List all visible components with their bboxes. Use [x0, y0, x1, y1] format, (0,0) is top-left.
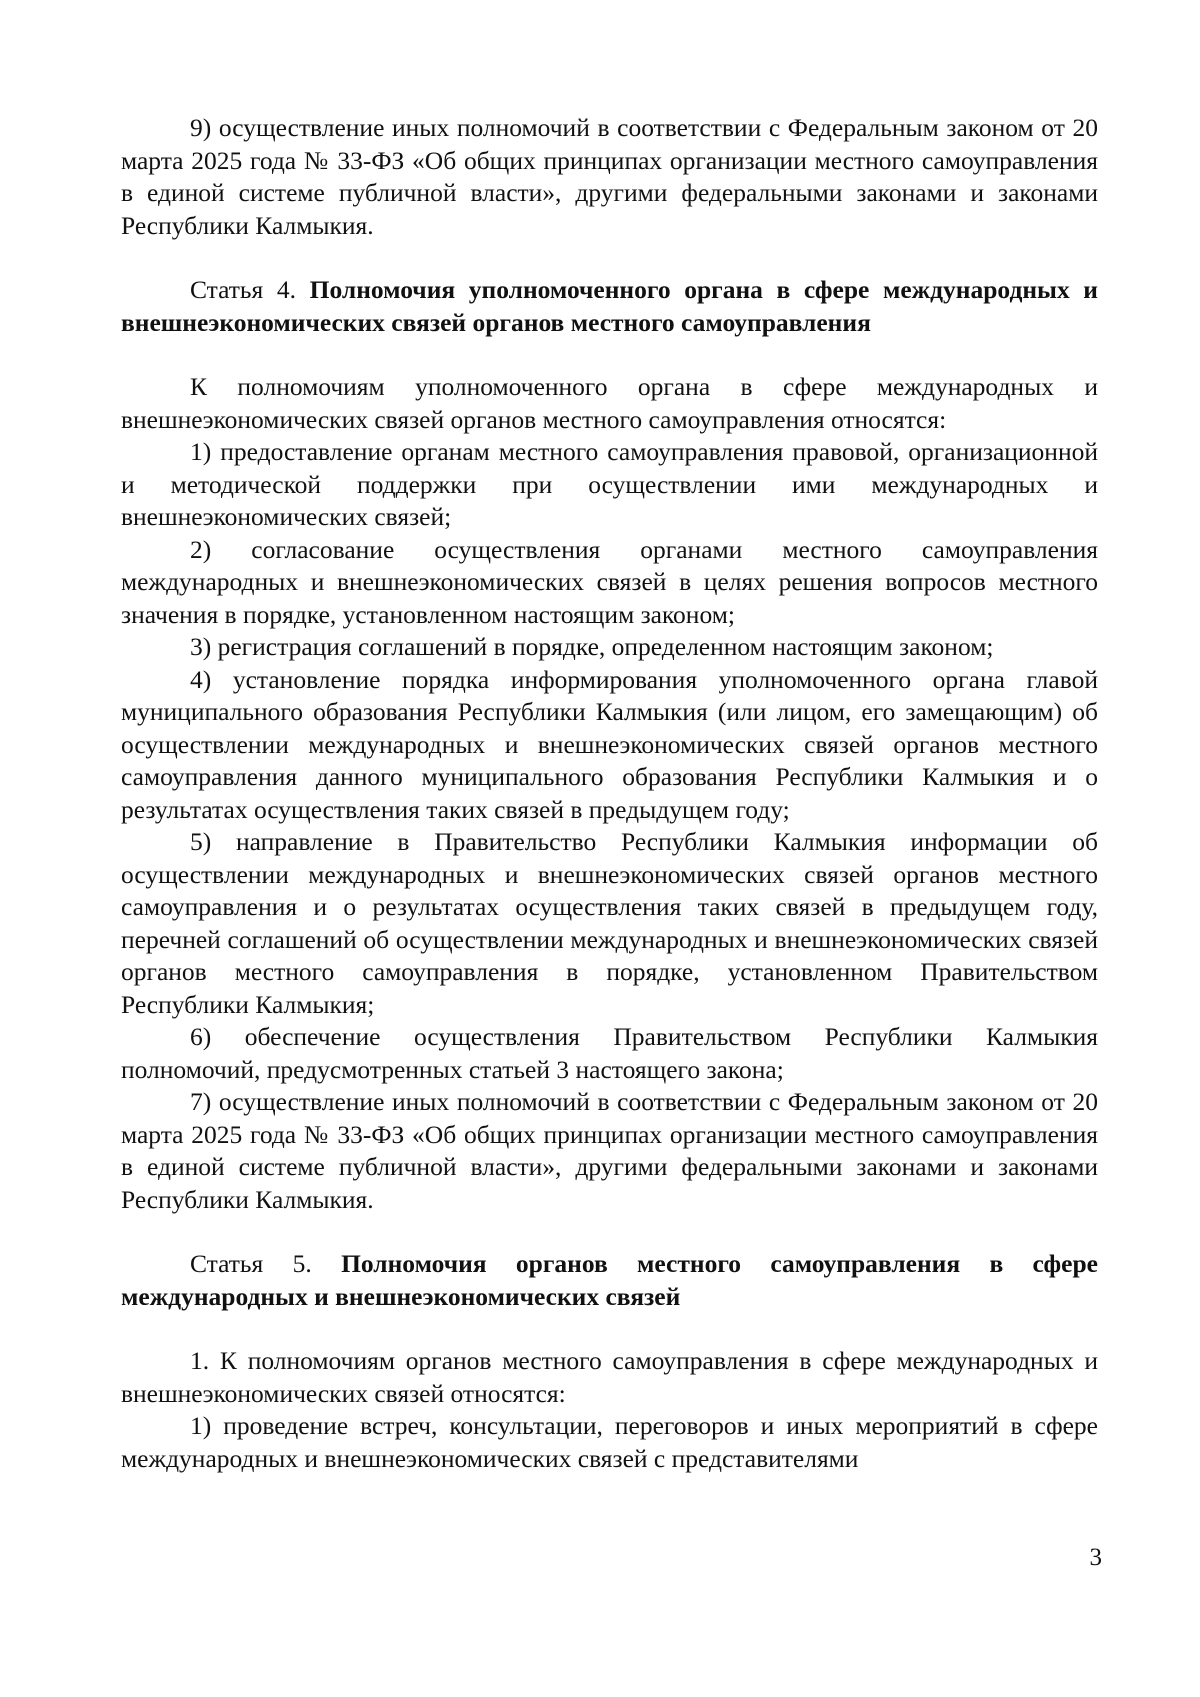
- article-4-item-3: 3) регистрация соглашений в порядке, определенном настоящим законом;: [190, 632, 994, 661]
- article-4-item-7: 7) осуществление иных полномочий в соответствии с Федеральным законом от 20 марта 2025 года № 33-ФЗ «Об общих принципах организации местного самоуправления в единой системе публичной власти», другими федеральными законами и законами Республики Калмыкия.: [121, 1087, 1098, 1214]
- document-page: [121, 112, 1098, 1475]
- paragraph-item-9: 9) осуществление иных полномочий в соответствии с Федеральным законом от 20 марта 2025 года № 33-ФЗ «Об общих принципах организации местного самоуправления в единой системе публичной власти», другими федеральными законами и законами Республики Калмыкия.: [121, 113, 1098, 240]
- article-4-intro: К полномочиям уполномоченного органа в сфере международных и внешнеэкономических связей органов местного самоуправления относятся:: [121, 372, 1098, 434]
- article-5-heading: [121, 1248, 1098, 1313]
- article-4-item-5: 5) направление в Правительство Республики Калмыкия информации об осуществлении международных и внешнеэкономических связей органов местного самоуправления и о результатах осуществления таких связей в предыдущем году, перечней соглашений об осуществлении международных и внешнеэкономических связей органов местного самоуправления в порядке, установленном Правительством Республики Калмыкия;: [121, 827, 1098, 1019]
- article-5-label: Статья 5.: [190, 1249, 312, 1278]
- article-4-item-6: 6) обеспечение осуществления Правительством Республики Калмыкия полномочий, предусмотренных статьей 3 настоящего закона;: [121, 1022, 1098, 1084]
- article-4-item-2: 2) согласование осуществления органами местного самоуправления международных и внешнеэкономических связей в целях решения вопросов местного значения в порядке, установленном настоящим законом;: [121, 534, 1098, 629]
- article-4-label: Статья 4.: [190, 275, 297, 304]
- article-4-heading: [121, 274, 1098, 339]
- article-4-item-4: 4) установление порядка информирования уполномоченного органа главой муниципального образования Республики Калмыкия (или лицом, его замещающим) об осуществлении международных и внешнеэкономических связей органов местного самоуправления данного муниципального образования Республики Калмыкия и о результатах осуществления таких связей в предыдущем году;: [121, 664, 1098, 824]
- page-number: 3: [1089, 1544, 1102, 1571]
- article-5-title: Полномочия органов местного самоуправления в сфере международных и внешнеэкономических связей: [121, 1249, 1098, 1311]
- article-5-item-1: 1) проведение встреч, консультации, переговоров и иных мероприятий в сфере международных и внешнеэкономических связей с представителями: [121, 1411, 1098, 1473]
- article-4-title: Полномочия уполномоченного органа в сфере международных и внешнеэкономических связей органов местного самоуправления: [121, 275, 1099, 337]
- article-4-item-1: 1) предоставление органам местного самоуправления правовой, организационной и методической поддержки при осуществлении ими международных и внешнеэкономических связей;: [121, 437, 1098, 531]
- article-5-part-1: 1. К полномочиям органов местного самоуправления в сфере международных и внешнеэкономических связей относятся:: [121, 1346, 1098, 1408]
